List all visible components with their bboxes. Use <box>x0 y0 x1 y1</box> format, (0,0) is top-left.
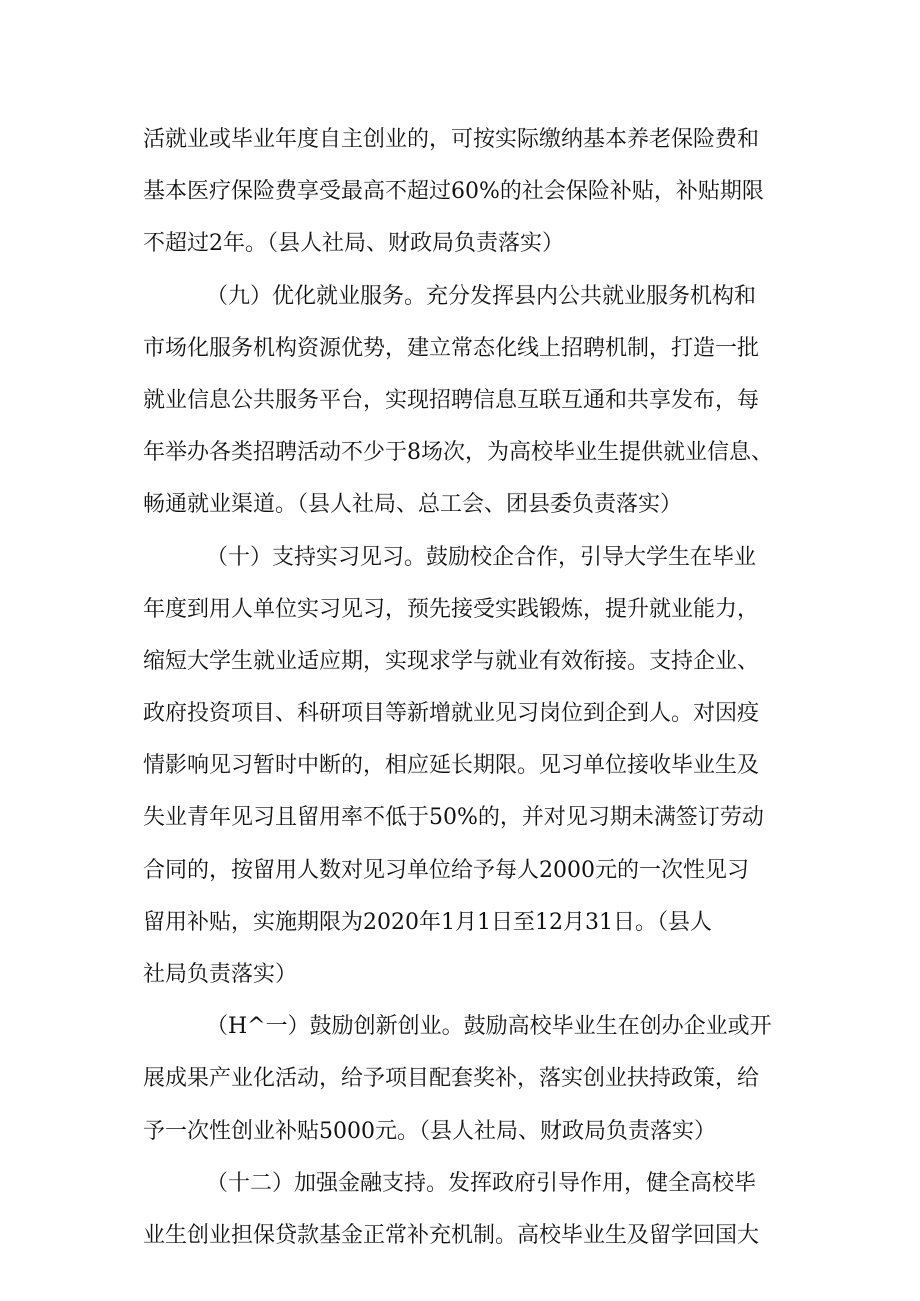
text-line: 予一次性创业补贴5000元。（县人社局、财政局负责落实） <box>143 1118 716 1144</box>
text-line: 留用补贴，实施期限为2020年1月1日至12月31日。（县人 <box>143 909 712 935</box>
text-line: 情影响见习暂时中断的，相应延长期限。见习单位接收毕业生及 <box>143 753 760 779</box>
paragraph-start-line: （十二）加强金融支持。发挥政府引导作用，健全高校毕 <box>206 1170 757 1196</box>
document-body <box>143 114 803 1262</box>
text-line: 畅通就业渠道。（县人社局、总工会、团县委负责落实） <box>143 492 683 518</box>
paragraph-start-line: （十）支持实习见习。鼓励校企合作，引导大学生在毕业 <box>206 544 757 570</box>
text-line: 活就业或毕业年度自主创业的，可按实际缴纳基本养老保险费和 <box>143 127 760 152</box>
text-line: 业生创业担保贷款基金正常补充机制。高校毕业生及留学回国大 <box>143 1222 760 1248</box>
text-line: 社局负责落实） <box>143 962 298 987</box>
paragraph-start-line: （九）优化就业服务。充分发挥县内公共就业服务机构和 <box>206 283 757 309</box>
text-line: 市场化服务机构资源优势，建立常态化线上招聘机制，打造一批 <box>143 335 760 361</box>
paragraph-start-line: （H^一）鼓励创新创业。鼓励高校毕业生在创办企业或开 <box>206 1014 772 1040</box>
text-line: 就业信息公共服务平台，实现招聘信息互联互通和共享发布，每 <box>143 387 760 413</box>
text-line: 年举办各类招聘活动不少于8场次，为高校毕业生提供就业信息、 <box>143 440 773 466</box>
text-line: 合同的，按留用人数对见习单位给予每人2000元的一次性见习 <box>143 857 749 883</box>
text-line: 缩短大学生就业适应期，实现求学与就业有效衔接。支持企业、 <box>143 648 760 674</box>
text-line: 失业青年见习且留用率不低于50%的，并对见习期未满签订劳动 <box>143 805 764 831</box>
text-line: 不超过2年。（县人社局、财政局负责落实） <box>143 231 564 257</box>
text-line: 展成果产业化活动，给予项目配套奖补，落实创业扶持政策，给 <box>143 1066 760 1092</box>
text-line: 基本医疗保险费享受最高不超过60%的社会保险补贴，补贴期限 <box>143 179 764 205</box>
text-line: 政府投资项目、科研项目等新增就业见习岗位到企到人。对因疫 <box>143 701 760 727</box>
text-line: 年度到用人单位实习见习，预先接受实践锻炼，提升就业能力， <box>143 596 760 622</box>
